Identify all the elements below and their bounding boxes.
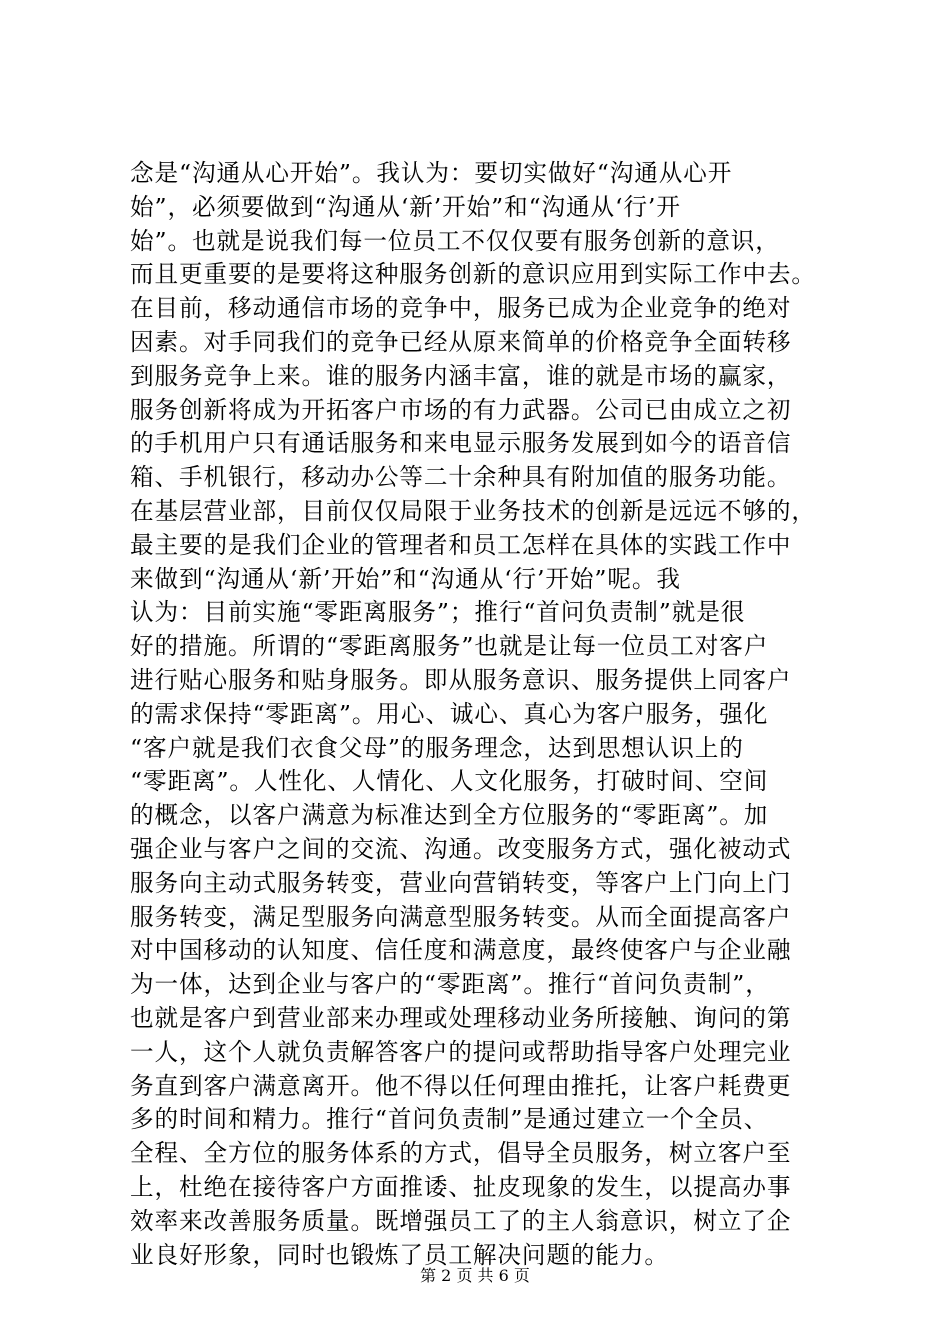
text-line: 也就是客户到营业部来办理或处理移动业务所接触、询问的第 — [130, 1003, 792, 1032]
text-line: 在目前，移动通信市场的竞争中，服务已成为企业竞争的绝对 — [130, 294, 792, 323]
text-line: 在基层营业部，目前仅仅局限于业务技术的创新是远远不够的， — [130, 496, 816, 525]
text-line: 箱、手机银行，移动办公等二十余种具有附加值的服务功能。 — [130, 463, 792, 492]
text-line: 业良好形象，同时也锻炼了员工解决问题的能力。 — [130, 1240, 669, 1269]
text-line: 的手机用户只有通话服务和来电显示服务发展到如今的语音信 — [130, 429, 792, 458]
body-paragraph — [130, 157, 850, 1272]
text-line: 上，杜绝在接待客户方面推诿、扯皮现象的发生，以提高办事 — [130, 1172, 792, 1201]
text-line: 念是“沟通从心开始”。我认为：要切实做好“沟通从心开 — [130, 159, 733, 187]
text-line: 进行贴心服务和贴身服务。即从服务意识、服务提供上同客户 — [130, 665, 792, 694]
text-line: 因素。对手同我们的竞争已经从原来简单的价格竞争全面转移 — [130, 327, 792, 356]
text-line: 而且更重要的是要将这种服务创新的意识应用到实际工作中去。 — [130, 260, 816, 289]
text-line: “客户就是我们衣食父母”的服务理念，达到思想认识上的 — [130, 733, 744, 762]
text-line: 始”，必须要做到“沟通从‘新’开始”和“沟通从‘行’开 — [130, 192, 681, 221]
text-line: 服务向主动式服务转变，营业向营销转变，等客户上门向上门 — [130, 868, 792, 897]
text-line: 来做到“沟通从‘新’开始”和“沟通从‘行’开始”呢。我 — [130, 564, 681, 593]
page-number-footer: 第 2 页 共 6 页 — [420, 1266, 530, 1285]
text-line: “零距离”。人性化、人情化、人文化服务，打破时间、空间 — [130, 767, 769, 796]
text-line: 为一体，达到企业与客户的“零距离”。推行“首问负责制”， — [130, 970, 770, 999]
text-line: 的概念，以客户满意为标准达到全方位服务的“零距离”。加 — [130, 801, 769, 830]
text-line: 务直到客户满意离开。他不得以任何理由推托，让客户耗费更 — [130, 1071, 792, 1100]
text-line: 服务转变，满足型服务向满意型服务转变。从而全面提高客户 — [130, 902, 792, 931]
text-line: 全程、全方位的服务体系的方式，倡导全员服务，树立客户至 — [130, 1139, 792, 1168]
text-line: 一人，这个人就负责解答客户的提问或帮助指导客户处理完业 — [130, 1037, 792, 1066]
text-line: 对中国移动的认知度、信任度和满意度，最终使客户与企业融 — [130, 936, 792, 965]
text-line: 认为：目前实施“零距离服务”；推行“首问负责制”就是很 — [130, 598, 746, 627]
text-line: 的需求保持“零距离”。用心、诚心、真心为客户服务，强化 — [130, 699, 769, 728]
text-line: 最主要的是我们企业的管理者和员工怎样在具体的实践工作中 — [130, 530, 792, 559]
text-line: 效率来改善服务质量。既增强员工了的主人翁意识，树立了企 — [130, 1206, 792, 1235]
text-line: 好的措施。所谓的“零距离服务”也就是让每一位员工对客户 — [130, 632, 769, 661]
text-line: 到服务竞争上来。谁的服务内涵丰富，谁的就是市场的赢家， — [130, 361, 792, 390]
text-line: 始”。也就是说我们每一位员工不仅仅要有服务创新的意识， — [130, 226, 780, 255]
text-line: 强企业与客户之间的交流、沟通。改变服务方式，强化被动式 — [130, 834, 792, 863]
text-line: 服务创新将成为开拓客户市场的有力武器。公司已由成立之初 — [130, 395, 792, 424]
text-line: 多的时间和精力。推行“首问负责制”是通过建立一个全员、 — [130, 1105, 769, 1134]
